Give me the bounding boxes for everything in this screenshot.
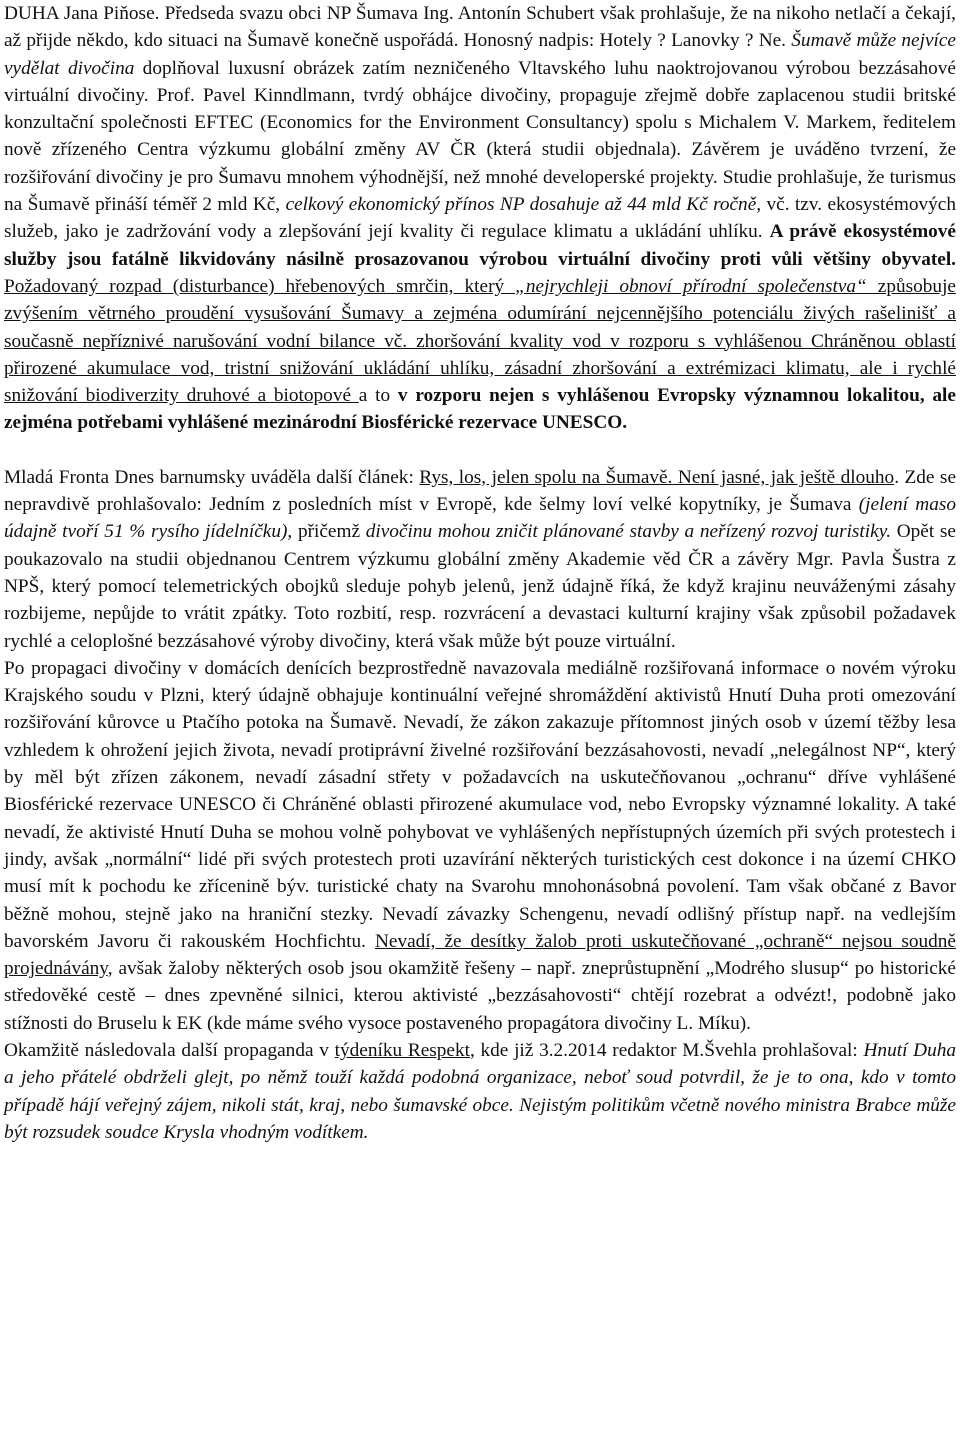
text-run: DUHA Jana Piňose. Předseda svazu obci NP Šumava Ing. Antonín Schubert však prohlašuje, že na nikoho netlačí a čekají, až přijde někdo, kdo situaci na Šumavě konečně uspořádá. Honosný nadpis: Hotely ? Lanovky ? Ne. [4,3,956,52]
text-run: , avšak žaloby některých osob jsou okamžitě řešeny – např. zneprůstupnění „Modrého slusup“ po historické středověké cestě – dnes zpevněné silnici, kterou aktivisté „bezzásahovosti“ chtějí rozebrat a odvézt!, podobně jako stížnosti do Bruselu k EK (kde máme svého vysoce postaveného propagátora divočiny L. Míku). [4,958,956,1034]
text-run: A právě ekosystémové služby jsou fatálně likvidovány násilně prosazovanou výrobou virtuální divočiny proti vůli většiny obyvatel. [4,221,956,270]
paragraph-respekt [4,1037,956,1146]
text-run: a to [358,385,398,407]
text-run: celkový ekonomický přínos NP dosahuje až 44 mld Kč ročně, [285,194,762,216]
paragraph-rys-los-jelen [4,464,956,655]
text-run: divočinu mohou zničit plánované stavby a neřízený rozvoj turistiky. [365,521,892,543]
text-run: , přičemž [287,521,366,543]
text-run: Hnutí Duha a jeho přátelé obdrželi glejt, po němž touží každá podobná organizace, neboť soud potvrdil, že je to ona, kdo v tomto případě hájí veřejný zájem, nikoli stát, kraj, nebo šumavské obce. Nejistým politikům včetně nového ministra Brabce může být rozsudek soudce Krysla vhodným vodítkem. [4,1039,956,1143]
text-run: týdeníku Respekt [334,1039,470,1061]
text-run: způsobuje zvýšením větrného proudění vysušování Šumavy a zejména odumírání nejcennějšího potenciálu živých rašelinišť a současně nepříznivé narušování vodní bilance vč. zhoršování kvality vod v rozporu s vyhlášenou Chráněnou oblastí přirozené akumulace vod, tristní snižování ukládání uhlíku, zásadní zhoršování a extrémizaci klimatu, ale i rychlé snižování biodiverzity druhové a biotopové [4,275,956,407]
text-run: Požadovaný rozpad (disturbance) hřebenových smrčin, který [4,275,516,297]
text-run: , kde již 3.2.2014 redaktor M.Švehla prohlašoval: [469,1039,864,1061]
paragraph-hotely-lanovky [4,0,956,437]
text-run: vč. tzv. ekosystémových služeb, jako je zadržování vody a zlepšování její kvality či regulace klimatu a ukládání uhlíku. [4,194,956,243]
text-run: Nevadí, že desítky žalob proti uskutečňované „ochraně“ nejsou soudně projednávány [4,930,956,980]
text-run: . Zde se nepravdivě prohlašovalo: Jedním z posledních míst v Evropě, kde šelmy loví velké kopytníky, je Šumava [4,466,956,516]
text-run: doplňoval luxusní obrázek zatím nezničeného Vltavského luhu naoktrojovanou výrobou bezzásahové virtuální divočiny. Prof. Pavel Kinndlmann, tvrdý obhájce divočiny, propaguje zřejmě dobře zaplacenou studii britské konzultační společnosti EFTEC (Economics for the Environment Consultancy) spolu s Michalem V. Markem, ředitelem nově zřízeného Centra výzkumu globální změny AV ČR (která studii objednala). Závěrem je uváděno tvrzení, že rozšiřování divočiny je pro Šumavu mnohem výhodnější, než mnohé developerské projekty. Studie prohlašuje, že turismus na Šumavě přináší téměř 2 mld Kč, [4,57,956,216]
text-run: Šumavě může nejvíce vydělat divočina [4,30,956,79]
paragraph-krajsky-soud [4,655,956,1037]
text-run: Okamžitě následovala další propaganda v [4,1039,335,1061]
text-run: Opět se poukazovalo na studii objednanou Centrem výzkumu globální změny Akademie věd ČR a závěry Mgr. Pavla Šustra z NPŠ, který pomocí telemetrických obojků sleduje pohyb jelenů, jenž údajně říká, že když krajinu neuváženými zásahy rozbijeme, nepůjde to vrátit zpátky. Toto rozbití, resp. rozvrácení a devastaci kulturní krajiny však způsobil požadavek rychlé a celoplošné bezzásahové výroby divočiny, která však může být pouze virtuální. [4,521,956,652]
text-run: Mladá Fronta Dnes barnumsky uváděla další článek: [4,466,420,488]
text-run: (jelení maso údajně tvoří 51 % rysího jídelníčku) [4,494,956,543]
text-run: Rys, los, jelen spolu na Šumavě. Není jasné, jak ještě dlouho [419,466,895,488]
text-run: Po propagaci divočiny v domácích denících bezprostředně navazovala mediálně rozšiřovaná informace o novém výroku Krajského soudu v Plzni, který údajně obhajuje kontinuální veřejné shromáždění aktivistů Hnutí Duha proti omezování rozšiřování kůrovce u Ptačího potoka na Šumavě. Nevadí, že zákon zakazuje přítomnost jiných osob v území těžby lesa vzhledem k ohrožení jejich života, nevadí protiprávní živelné rozšiřování bezzásahovosti, nevadí „nelegálnost NP“, který by měl být zřízen zákonem, nevadí zásadní střety v požadavcích na uskutečňovanou „ochranu“ dříve vyhlášené Biosférické rezervace UNESCO či Chráněné oblasti přirozené akumulace vod, nebo Evropsky významné lokality. A také nevadí, že aktivisté Hnutí Duha se mohou volně pohybovat ve vyhlášených nepřístupných územích při svých protestech i jindy, avšak „normální“ lidé při svých protestech proti uzavírání některých turistických cest dokonce i na území CHKO musí mít k pochodu ke zřícenině býv. turistické chaty na Svarohu mnohonásobná povolení. Tam však občané z Bavor běžně mohou, stejně jako na hraniční stezky. Nevadí závazky Schengenu, nevadí odlišný přístup např. na vedlejším bavorském Javoru či rakouském Hochfichtu. [4,657,956,952]
text-run: v rozporu nejen s vyhlášenou Evropsky významnou lokalitou, ale zejména potřebami vyhlášené mezinárodní Biosférické rezervace UNESCO. [4,385,956,434]
text-run: „nejrychleji obnoví přírodní společenstva“ [515,275,867,297]
